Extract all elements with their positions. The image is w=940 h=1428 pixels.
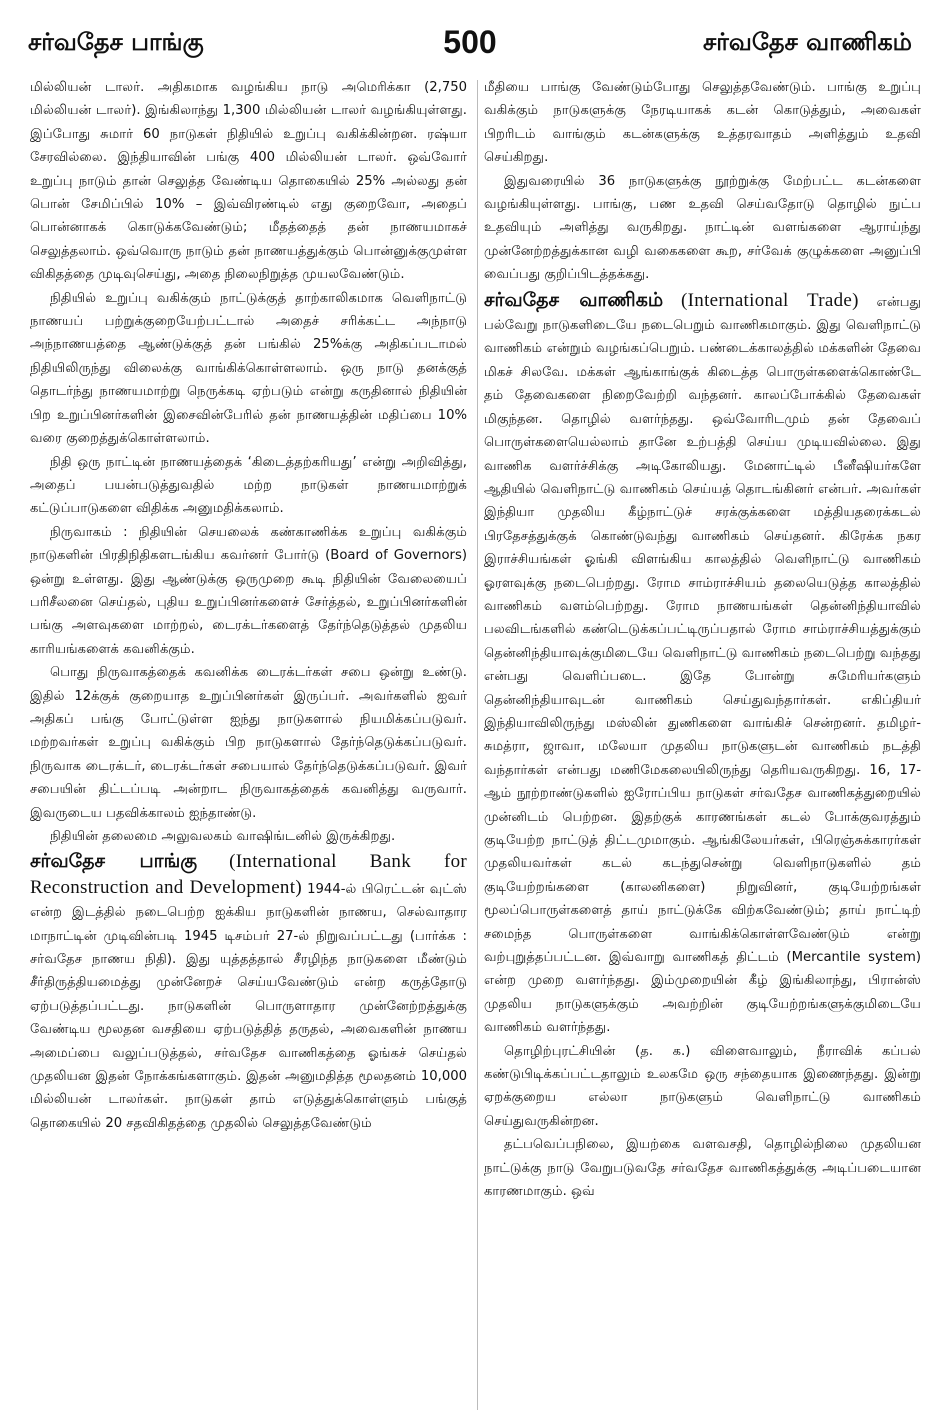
section-heading-bank bbox=[30, 848, 467, 1135]
paragraph: இதுவரையில் 36 நாடுகளுக்கு நூற்றுக்கு மேற்பட்ட கடன்களை வழங்கியுள்ளது. பாங்கு, பண உதவி செய்வதோடு தொழில் நுட்ப உதவியும் அளித்து வருகிறது. நாட்டின் வளங்களை ஆராய்ந்து முன்னேற்றத்துக்கான வழி வகைகளை கூற, சர்வேக் குழுக்களை அனுப்பி வைப்பது குறிப்பிடத்தக்கது. bbox=[484, 173, 921, 283]
heading-english: (International Bank for Reconstruction and Development) bbox=[30, 851, 467, 898]
right-column bbox=[484, 76, 921, 1418]
heading-english: (International Trade) bbox=[681, 289, 859, 311]
running-head-left: சர்வதேச பாங்கு bbox=[28, 28, 204, 56]
paragraph: நிதியில் உறுப்பு வகிக்கும் நாட்டுக்குத் தாற்காலிகமாக வெளிநாட்டு நாணயப் பற்றுக்குறையேற்பட்டால் அதைச் சரிக்கட்ட அந்நாடு அந்நாணயத்தை ஆண்டுக்குத் தன் பங்கில் 25%க்கு அதிகப்படாமல் நிதியிலிருந்து விலைக்கு வாங்கிக்கொள்ளலாம். ஒரு நாடு தனக்குத் தொடர்ந்து நாணயமாற்று நெருக்கடி ஏற்படும் என்று கருதினால் நிதியின் பிற உறுப்பினர்களின் இசைவின்பேரில் தன் நாணயத்தின் மதிப்பை 10% வரை குறைத்துக்கொள்ளலாம். bbox=[30, 290, 467, 447]
left-column bbox=[30, 76, 467, 1418]
paragraph: பிரெட்டன் வுட்ஸ் என்ற இடத்தில் நடைபெற்ற ஐக்கிய நாடுகளின் நாணய, செல்வாதார மாநாட்டின் முடிவின்படி 1945 டிசம்பர் 27-ல் நிறுவப்பட்டது (பார்க்க : சர்வதேச நாணய நிதி). இது யுத்தத்தால் சீரழிந்த நாடுகளை மீண்டும் சீர்திருத்தியமைத்து முன்னேறச் செய்யவேண்டும் என்ற கருத்தோடு ஏற்படுத்தப்பட்டது. நாடுகளின் பொருளாதார முன்னேற்றத்துக்கு வேண்டிய மூலதன வசதியை ஏற்படுத்தித் தருதல், அவைகளின் நாணய அமைப்பை வலுப்படுத்தல், சர்வதேச வாணிகத்தை ஓங்கச் செய்தல் முதலியன இதன் நோக்கங்களாகும். இதன் அனுமதித்த மூலதனம் 10,000 மில்லியன் டாலர்கள். நாடுகள் தாம் எடுத்துக்கொள்ளும் பங்குத் தொகையில் 20 சதவிகிதத்தை முதலில் செலுத்தவேண்டும் bbox=[30, 881, 467, 1131]
paragraph: நிதி ஒரு நாட்டின் நாணயத்தைக் ‘கிடைத்தற்கரியது’ என்று அறிவித்து, அதைப் பயன்படுத்துவதில் மற்ற நாடுகள் நாணயமாற்றுக் கட்டுப்பாடுகளை விதிக்க அனுமதிக்கலாம். bbox=[30, 454, 467, 517]
running-head-right: சர்வதேச வாணிகம் bbox=[703, 28, 912, 56]
heading-year: 1944-ல் bbox=[307, 881, 357, 897]
section-heading-trade bbox=[484, 287, 921, 1040]
paragraph: மில்லியன் டாலர். அதிகமாக வழங்கிய நாடு அமெரிக்கா (2,750 மில்லியன் டாலர்). இங்கிலாந்து 1,300 மில்லியன் டாலர் வழங்கியுள்ளது. இப்போது சுமார் 60 நாடுகள் நிதியில் உறுப்பு வகிக்கின்றன. ரஷ்யா சேரவில்லை. இந்தியாவின் பங்கு 400 மில்லியன் டாலர். ஒவ்வோர் உறுப்பு நாடும் தான் செலுத்த வேண்டிய தொகையில் 25% அல்லது தன் பொன் சேமிப்பில் 10% – இவ்விரண்டில் எது குறைவோ, அதைப் பொன்னாகக் கொடுக்கவேண்டும்; மீதத்தைத் தன் நாணயமாகச் செலுத்தலாம். ஒவ்வொரு நாடும் தன் நாணயத்துக்கும் பொன்னுக்குமுள்ள விகிதத்தை முடிவுசெய்து, அதை நிலைநிறுத்த முயலவேண்டும். bbox=[30, 80, 467, 283]
paragraph: நிதியின் தலைமை அலுவலகம் வாஷிங்டனில் இருக்கிறது. bbox=[50, 829, 396, 844]
paragraph: மீதியை பாங்கு வேண்டும்போது செலுத்தவேண்டும். பாங்கு உறுப்பு வகிக்கும் நாடுகளுக்கு நேரடியாகக் கடன் கொடுத்தும், அவைகள் பிறரிடம் வாங்கும் கடன்களுக்கு உத்தரவாதம் அளித்தும் உதவி செய்கிறது. bbox=[484, 80, 921, 166]
heading-tamil: சர்வதேச வாணிகம் bbox=[484, 288, 664, 311]
paragraph: பொது நிருவாகத்தைக் கவனிக்க டைரக்டர்கள் சபை ஒன்று உண்டு. இதில் 12க்குக் குறையாத உறுப்பினர்கள் இருப்பர். அவர்களில் ஐவர் அதிகப் பங்கு போட்டுள்ள ஐந்து நாடுகளால் நியமிக்கப்படுவர். மற்றவர்கள் உறுப்பு வகிக்கும் பிற நாடுகளால் தேர்ந்தெடுக்கப்படுவர். நிருவாக டைரக்டர், டைரக்டர்கள் சபையால் தேர்ந்தெடுக்கப்படுவர். இவர் சபையின் திட்டப்படி அன்றாட நிருவாகத்தைக் கவனித்து வருவார். இவருடைய பதவிக்காலம் ஐந்தாண்டு. bbox=[30, 665, 467, 821]
page-header bbox=[28, 22, 912, 66]
paragraph: தொழிற்புரட்சியின் (த. க.) விளைவாலும், நீராவிக் கப்பல் கண்டுபிடிக்கப்பட்டதாலும் உலகமே ஒரு சந்தையாக இணைந்தது. இன்று ஏறக்குறைய எல்லா நாடுகளும் வெளிநாட்டு வாணிகம் செய்துவருகின்றன. bbox=[484, 1043, 921, 1129]
paragraph: தட்பவெப்பநிலை, இயற்கை வளவசதி, தொழில்நிலை முதலியன நாட்டுக்கு நாடு வேறுபடுவதே சர்வதேச வாணிகத்துக்கு அடிப்படையான காரணமாகும். ஒவ் bbox=[484, 1137, 921, 1200]
column-divider bbox=[477, 80, 478, 1410]
paragraph: நிருவாகம் : நிதியின் செயலைக் கண்காணிக்க உறுப்பு வகிக்கும் நாடுகளின் பிரதிநிதிகளடங்கிய கவர்னர் போர்டு (Board of Governors) ஒன்று உள்ளது. இது ஆண்டுக்கு ஒருமுறை கூடி நிதியின் வேலையைப் பரிசீலனை செய்தல், புதிய உறுப்பினர்களைச் சேர்த்தல், உறுப்பினர்களின் பங்கு அளவுகளை மாற்றல், டைரக்டர்களைத் தேர்ந்தெடுத்தல் முதலிய காரியங்களைக் கவனிக்கும். bbox=[30, 524, 467, 657]
paragraph: என்பது பல்வேறு நாடுகளிடையே நடைபெறும் வாணிகமாகும். இது வெளிநாட்டு வாணிகம் என்றும் வழங்கப்பெறும். பண்டைக்காலத்தில் மக்களின் தேவை மிகச் சிலவே. மக்கள் ஆங்காங்குக் கிடைத்த பொருள்களைக்கொண்டே தம் தேவைகளை நிறைவேற்றி வந்தனர். காலப்போக்கில் தேவைகள் மிகுந்தன. தொழில் வளர்ந்தது. ஒவ்வோரிடமும் தன் தேவைப் பொருள்களையெல்லாம் தானே உற்பத்தி செய்ய முடியவில்லை. இது வாணிக வளர்ச்சிக்கு அடிகோலியது. மேனாட்டில் பீனீஷியர்களே ஆதியில் வெளிநாட்டு வாணிகம் செய்யத் தொடங்கினர் என்பர். அவர்கள் இந்தியா முதலிய கீழ்நாட்டுச் சரக்குக்களை மத்தியதரைக்கடல் பிரதேசத்துக்குக் கொண்டுவந்து வாணிகம் செய்தனர். கிரேக்க நகர இராச்சியங்கள் ஓங்கி விளங்கிய காலத்தில் வெளிநாட்டு வாணிகம் ஓரளவுக்கு நடைபெற்றது. ரோம சாம்ராச்சியம் தலையெடுத்த காலத்தில் வாணிகம் வளம்பெற்றது. ரோம நாணயங்கள் தென்னிந்தியாவில் பலவிடங்களில் கண்டெடுக்கப்பட்டிருப்பதால் ரோம சாம்ராச்சியத்துக்கும் தென்னிந்தியாவுக்குமிடையே வெளிநாட்டு வாணிகம் நடைபெற்று வந்தது என்பது வெளிப்படை. இதே போன்று சுமேரியர்களும் தென்னிந்தியாவுடன் வாணிகம் செய்துவந்தார்கள். எகிப்தியர் இந்தியாவிலிருந்து மஸ்லின் துணிகளை வாங்கிச் சென்றனர். தமிழர்-சுமத்ரா, ஜாவா, மலேயா முதலிய நாடுகளுடன் வாணிகம் நடத்தி வந்தார்கள் என்பது மணிமேகலையிலிருந்து தெரியவருகிறது. 16, 17-ஆம் நூற்றாண்டுகளில் ஐரோப்பிய நாடுகள் சர்வதேச வாணிகத்துறையில் முன்னிடம் பெற்றன. இதற்குக் காரணங்கள் கடல் போக்குவரத்தும் குடியேற்ற நாட்டுத் திட்டமுமாகும். ஆங்கிலேயர்கள், பிரெஞ்சுக்காரர்கள் முதலியவர்கள் கடல் கடந்துசென்று வெளிநாடுகளில் தம் குடியேற்றங்களை (காலனிகளை) நிறுவினர், குடியேற்றங்கள் மூலப்பொருள்களைத் தாய் நாட்டுக்கே விற்கவேண்டும்; தாய் நாட்டிற் சமைந்த பொருள்களை வாங்கிக்கொள்ளவேண்டும் என்று வற்புறுத்தப்பட்டன. இவ்வாறு வாணிகத் திட்டம் (Mercantile system) என்ற முறை வளர்ந்தது. இம்முறையின் கீழ் இங்கிலாந்து, பிரான்ஸ் முதலிய நாடுகளுக்கும் அவற்றின் குடியேற்றங்களுக்குமிடையே வாணிகம் வளர்ந்தது. bbox=[484, 294, 921, 1036]
page-number: 500 bbox=[443, 24, 497, 60]
heading-tamil: சர்வதேச பாங்கு bbox=[30, 850, 198, 873]
